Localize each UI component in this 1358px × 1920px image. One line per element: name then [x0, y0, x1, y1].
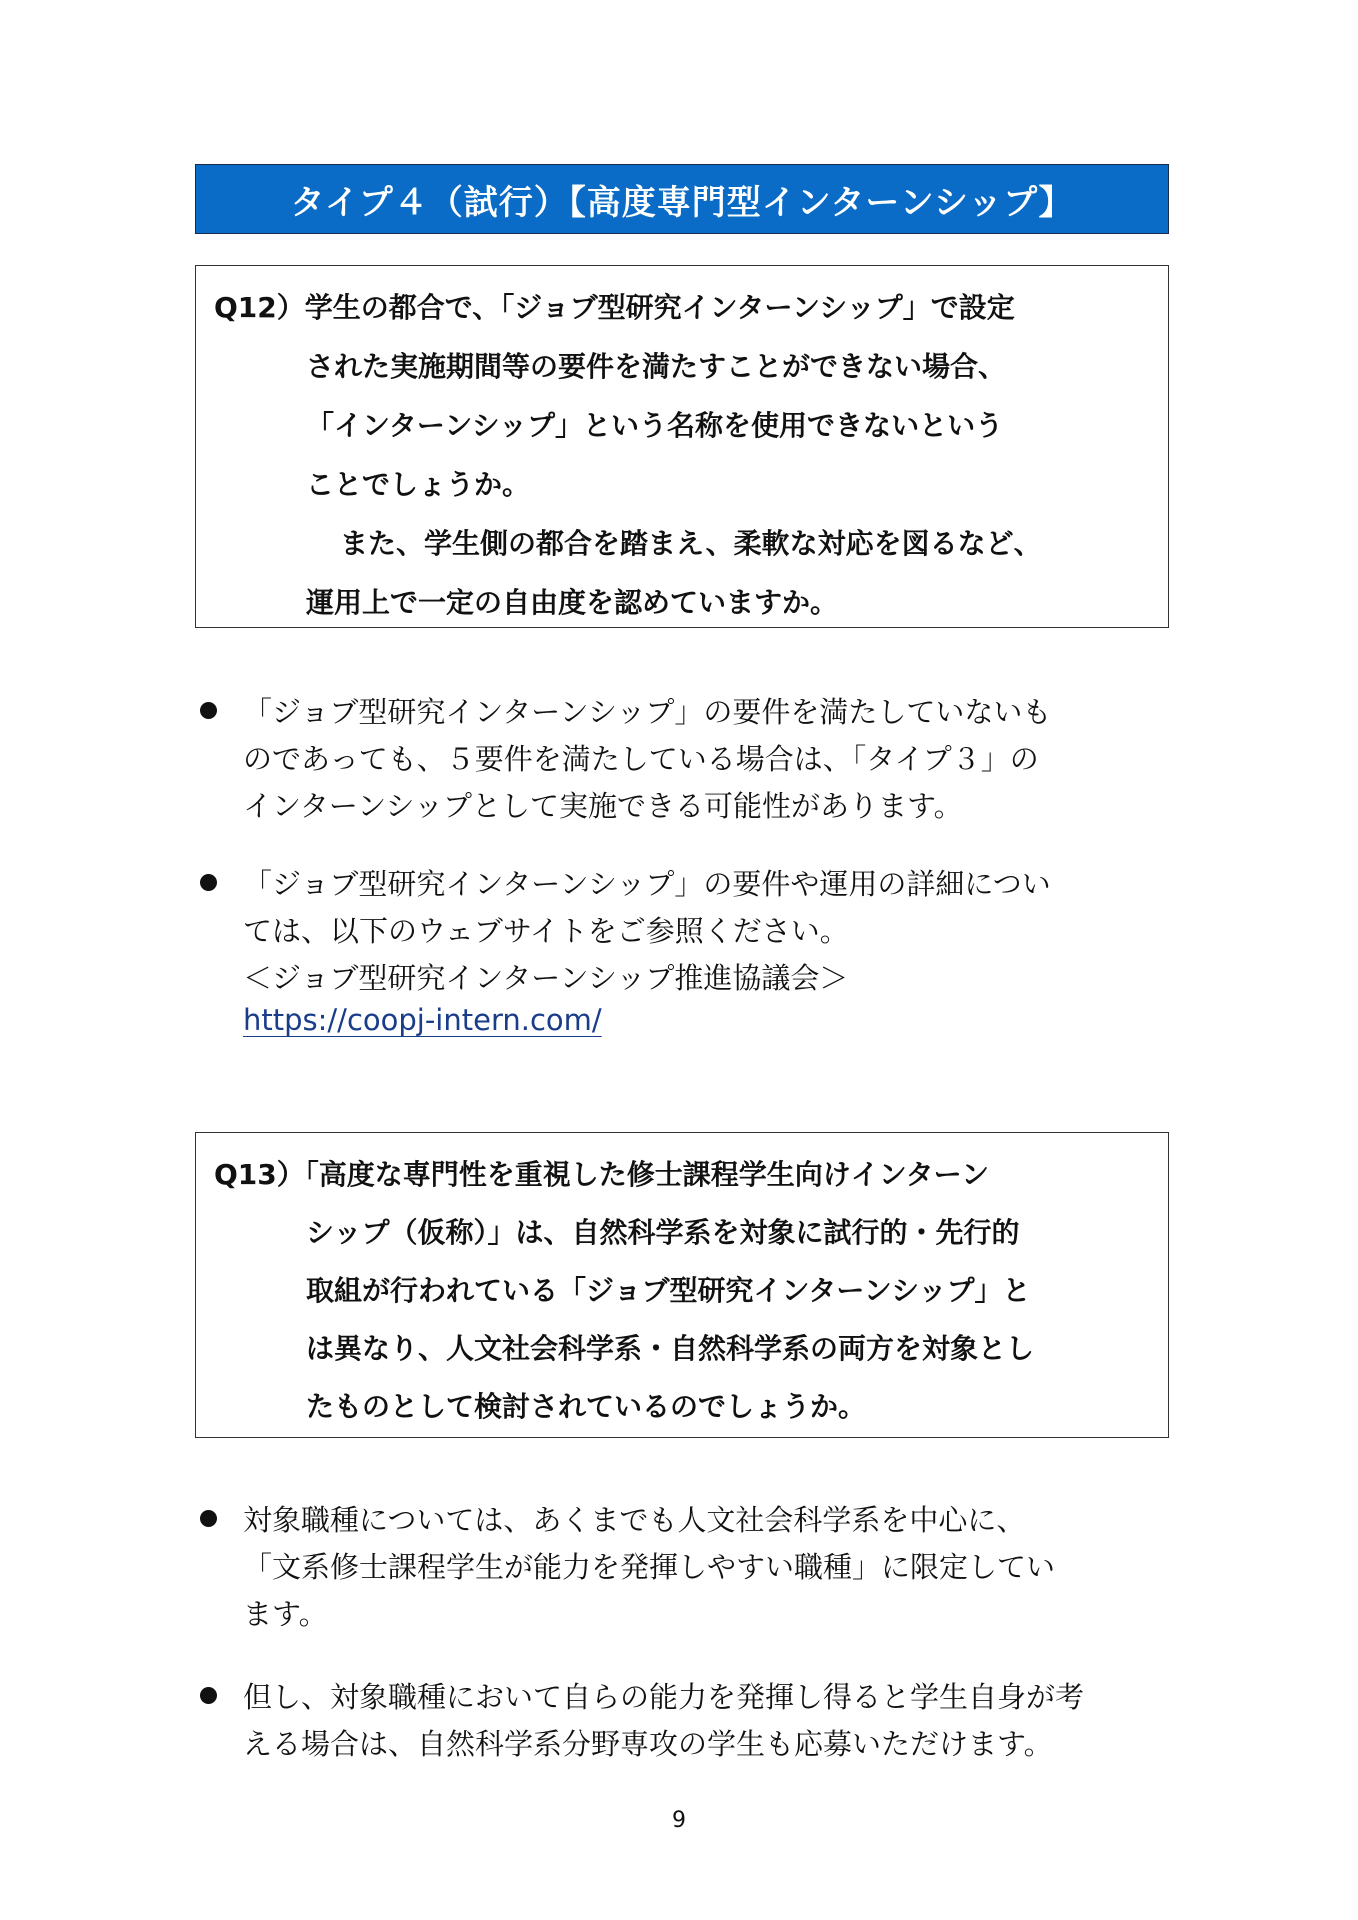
answer-line: える場合は、自然科学系分野専攻の学生も応募いただけます。 — [243, 1727, 1053, 1761]
question-line: された実施期間等の要件を満たすことができない場合、 — [306, 350, 1007, 383]
answer-line: 「ジョブ型研究インターンシップ」の要件や運用の詳細につい — [243, 867, 1051, 901]
website-link[interactable]: https://coopj-intern.com/ — [243, 1003, 602, 1037]
question-line: 運用上で一定の自由度を認めていますか。 — [306, 586, 839, 619]
question-box-q12 — [195, 265, 1169, 628]
question-line: Q13）「高度な専門性を重視した修士課程学生向けインターン — [214, 1158, 990, 1191]
answer-line: 「文系修士課程学生が能力を発揮しやすい職種」に限定してい — [243, 1550, 1056, 1584]
question-line: 「インターンシップ」という名称を使用できないという — [306, 409, 1004, 442]
question-line: Q12）学生の都合で、「ジョブ型研究インターンシップ」で設定 — [214, 291, 1015, 324]
question-line: は異なり、人文社会科学系・自然科学系の両方を対象とし — [306, 1332, 1035, 1365]
answer-line: 対象職種については、あくまでも人文社会科学系を中心に、 — [243, 1503, 1026, 1537]
question-line: 取組が行われている「ジョブ型研究インターンシップ」と — [306, 1274, 1031, 1307]
question-line: ことでしょうか。 — [306, 468, 531, 501]
bullet-dot-icon — [200, 702, 217, 719]
answer-line: ては、以下のウェブサイトをご参照ください。 — [243, 914, 849, 948]
page-number: 9 — [672, 1808, 686, 1833]
section-title: タイプ４（試行）【高度専門型インターンシップ】 — [290, 182, 1074, 223]
answer-line: 「ジョブ型研究インターンシップ」の要件を満たしていないも — [243, 695, 1052, 729]
question-box-q13 — [195, 1132, 1169, 1438]
question-line: また、学生側の都合を踏まえ、柔軟な対応を図るなど、 — [340, 527, 1042, 560]
answer-line: インターンシップとして実施できる可能性があります。 — [243, 789, 963, 823]
question-line: シップ（仮称）」は、自然科学系を対象に試行的・先行的 — [306, 1216, 1020, 1249]
answer-line: のであっても、５要件を満たしている場合は、「タイプ３」の — [243, 742, 1039, 776]
answer-line: ＜ジョブ型研究インターンシップ推進協議会＞ — [243, 961, 849, 995]
answer-line: 但し、対象職種において自らの能力を発揮し得ると学生自身が考 — [243, 1680, 1085, 1714]
question-line: たものとして検討されているのでしょうか。 — [306, 1390, 867, 1423]
bullet-dot-icon — [200, 1510, 217, 1527]
answer-line: ます。 — [243, 1597, 328, 1631]
section-banner — [195, 164, 1169, 234]
bullet-dot-icon — [200, 1687, 217, 1704]
bullet-dot-icon — [200, 874, 217, 891]
